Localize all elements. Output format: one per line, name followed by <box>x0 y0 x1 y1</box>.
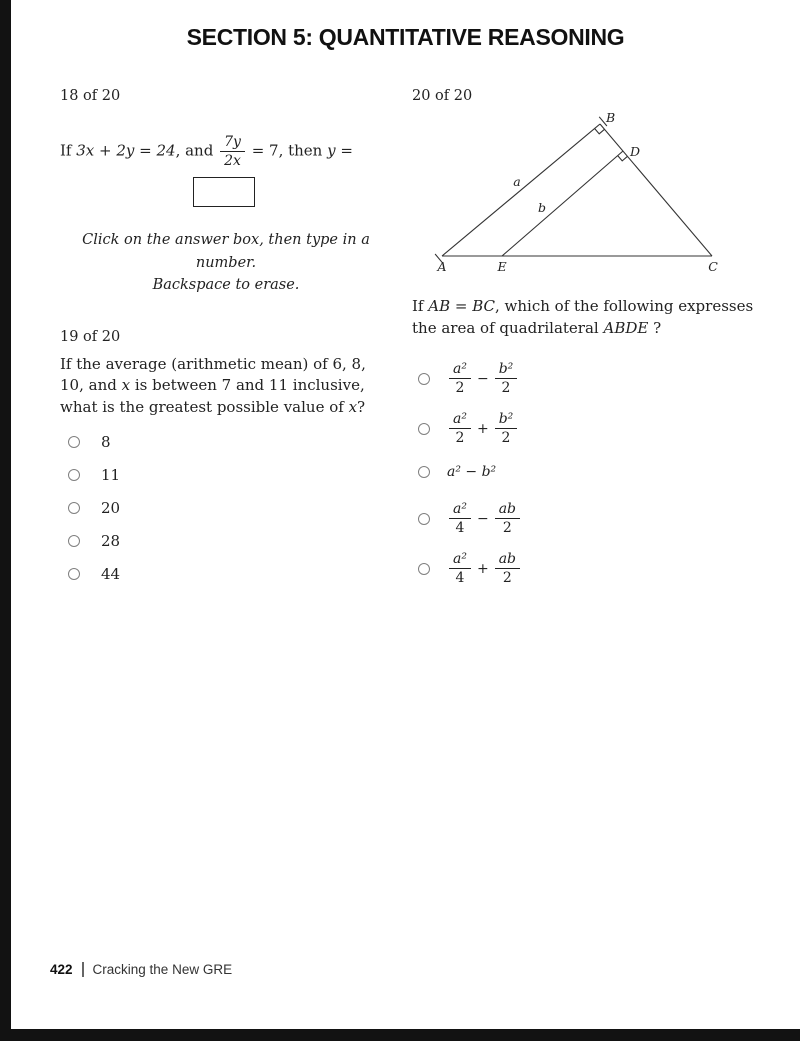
fraction-numerator: ab <box>495 551 520 569</box>
q20-math-expression: ABDE <box>603 318 649 337</box>
fraction-denominator: 2 <box>501 380 511 396</box>
option-label: 8 <box>101 432 111 451</box>
fraction-denominator: 4 <box>455 520 465 536</box>
answer-option-2[interactable] <box>418 410 760 448</box>
q18-fraction <box>220 134 245 169</box>
q19-text: ? <box>357 398 366 417</box>
fraction-denominator: 4 <box>455 570 465 586</box>
figure-lines <box>435 117 712 263</box>
fraction-numerator: 7y <box>220 134 245 152</box>
fraction-numerator: a² <box>449 501 471 519</box>
bottom-edge-bar <box>0 1029 800 1041</box>
page-number: 422 <box>50 962 73 977</box>
footer-divider <box>82 962 84 977</box>
fraction-denominator: 2 <box>502 520 512 536</box>
q18-math-expression: 3x + 2y = 24 <box>76 141 176 160</box>
radio-button[interactable] <box>418 423 430 435</box>
question-18-label: 18 of 20 <box>60 88 121 104</box>
option-label: 20 <box>101 498 121 517</box>
fraction-denominator: 2 <box>501 430 511 446</box>
answer-input-box[interactable] <box>193 177 255 207</box>
option-label: 28 <box>101 531 121 550</box>
radio-button[interactable] <box>68 502 80 514</box>
question-19-label: 19 of 20 <box>60 328 121 345</box>
section-title: SECTION 5: QUANTITATIVE REASONING <box>186 24 625 50</box>
line-AB <box>442 124 600 256</box>
label-D: D <box>630 144 641 159</box>
option-expression <box>447 411 519 446</box>
q19-text: If the average (arithmetic mean) of 6, 8, 10, and <box>60 354 366 395</box>
operator: − <box>476 510 489 527</box>
operator: + <box>476 560 489 577</box>
option-label: 44 <box>101 564 121 583</box>
right-column <box>412 88 760 600</box>
label-C: C <box>708 259 718 274</box>
answer-option-1[interactable] <box>418 360 760 398</box>
fraction-numerator: ab <box>495 501 520 519</box>
q18-instruction <box>60 229 392 296</box>
figure-labels <box>436 110 718 274</box>
fraction-denominator: 2x <box>224 153 241 170</box>
fraction-numerator: b² <box>495 411 518 429</box>
label-E: E <box>497 259 507 274</box>
book-title: Cracking the New GRE <box>92 962 233 977</box>
answer-option-3[interactable] <box>68 499 392 517</box>
line-ED <box>502 151 623 256</box>
radio-button[interactable] <box>68 469 80 481</box>
q18-text: If <box>60 141 77 160</box>
fraction-denominator: 2 <box>502 570 512 586</box>
q19-text: is between 7 and 11 inclusive, what is the greatest possible value of <box>60 376 365 417</box>
q19-variable: x <box>348 398 358 417</box>
triangle-diagram <box>430 108 730 278</box>
fraction-numerator: a² <box>449 411 471 429</box>
answer-option-2[interactable] <box>68 466 392 484</box>
question-20-options <box>412 360 760 588</box>
question-18-equation <box>60 134 392 169</box>
line-CB <box>600 124 712 256</box>
geometry-figure <box>430 108 760 282</box>
radio-button[interactable] <box>418 563 430 575</box>
radio-button[interactable] <box>418 513 430 525</box>
instruction-line: Click on the answer box, then type in a number. <box>82 232 370 271</box>
question-20-label: 20 of 20 <box>412 88 473 104</box>
q18-text: = <box>335 141 353 160</box>
left-column <box>60 88 392 598</box>
answer-option-4[interactable] <box>68 532 392 550</box>
label-b: b <box>537 200 547 215</box>
fraction-denominator: 2 <box>455 380 465 396</box>
radio-button[interactable] <box>68 568 80 580</box>
answer-option-5[interactable] <box>418 550 760 588</box>
question-19-text <box>60 354 392 419</box>
q19-variable: x <box>121 376 131 395</box>
option-expression <box>447 501 522 536</box>
answer-option-1[interactable] <box>68 433 392 451</box>
label-a: a <box>513 174 521 189</box>
page-footer <box>50 962 232 977</box>
q20-text: If <box>412 297 429 315</box>
fraction-numerator: b² <box>495 361 518 379</box>
answer-option-3[interactable] <box>418 460 760 484</box>
label-A: A <box>437 259 447 274</box>
q20-text: ? <box>648 318 662 337</box>
question-19-options <box>60 433 392 583</box>
option-expression <box>447 551 522 586</box>
answer-option-4[interactable] <box>418 500 760 538</box>
operator: − <box>476 370 489 387</box>
option-expression <box>447 361 519 396</box>
fraction-numerator: a² <box>449 361 471 379</box>
question-20-text <box>412 296 760 340</box>
q20-math-expression: AB = BC <box>428 297 495 315</box>
operator: + <box>476 420 489 437</box>
fraction-denominator: 2 <box>455 430 465 446</box>
q20-text: , which of the following expresses the area of quadrilateral <box>412 297 754 337</box>
right-angle-at-D <box>618 156 628 161</box>
label-B: B <box>606 110 616 125</box>
option-label: 11 <box>101 465 121 484</box>
q18-text: = 7, then <box>246 141 328 160</box>
fraction-numerator: a² <box>449 551 471 569</box>
right-angle-at-B <box>595 129 605 134</box>
answer-option-5[interactable] <box>68 565 392 583</box>
option-expression: a² − b² <box>447 463 497 480</box>
q18-variable: y <box>327 141 336 160</box>
instruction-line: Backspace to erase. <box>152 277 300 294</box>
radio-button[interactable] <box>68 436 80 448</box>
radio-button[interactable] <box>418 466 430 478</box>
q18-text: , and <box>175 141 219 160</box>
left-edge-bar <box>0 0 11 1041</box>
radio-button[interactable] <box>418 373 430 385</box>
radio-button[interactable] <box>68 535 80 547</box>
